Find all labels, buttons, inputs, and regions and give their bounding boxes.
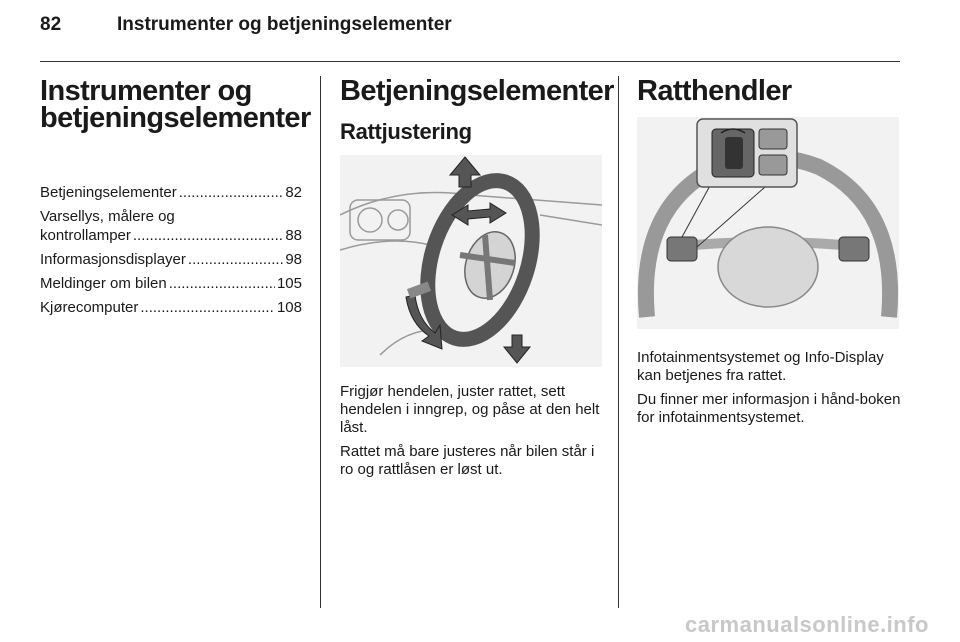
toc-entry-page: 88 xyxy=(285,227,302,244)
toc-entry[interactable] xyxy=(40,274,302,293)
steering-controls-column xyxy=(637,74,905,433)
toc-entry[interactable] xyxy=(40,250,302,269)
page-number: 82 xyxy=(40,14,62,35)
toc-entry-label: Meldinger om bilen xyxy=(40,275,167,292)
toc-entry[interactable] xyxy=(40,183,302,202)
toc-entry-label: kontrollamper xyxy=(40,227,131,244)
section-heading: Ratthendler xyxy=(637,75,792,107)
toc-entry-page: 108 xyxy=(276,299,302,316)
toc-entry[interactable] xyxy=(40,207,302,245)
header-divider xyxy=(40,61,900,62)
toc-leader-dots xyxy=(133,226,283,245)
toc-entry-page: 98 xyxy=(285,251,302,268)
paragraph: Du finner mer informasjon i hånd-boken for infotainmentsystemet. xyxy=(637,391,901,426)
toc-entry-label-line-1: Varsellys, målere og xyxy=(40,208,175,225)
toc-entry-page: 82 xyxy=(285,184,302,201)
chapter-title-line-2: betjeningselementer xyxy=(40,102,311,134)
column-divider-1 xyxy=(320,76,321,608)
controls-zoom-inset xyxy=(697,119,797,187)
chapter-title xyxy=(40,75,311,134)
table-of-contents xyxy=(40,183,302,317)
toc-leader-dots xyxy=(179,183,284,202)
toc-leader-dots xyxy=(169,274,275,293)
paragraph: Infotainmentsystemet og Info-Display kan betjenes fra rattet. xyxy=(637,349,884,384)
column-divider-2 xyxy=(618,76,619,608)
paragraph: Frigjør hendelen, juster rattet, sett hendelen i inngrep, og påse at den helt låst. xyxy=(340,383,600,436)
subsection-heading: Rattjustering xyxy=(340,119,472,144)
chapter-contents-column xyxy=(40,74,311,322)
toc-entry[interactable] xyxy=(40,298,302,317)
steering-wheel-controls-illustration xyxy=(637,117,899,329)
toc-leader-dots xyxy=(188,250,283,269)
steering-wheel-hub xyxy=(718,227,818,307)
running-header-title: Instrumenter og betjeningselementer xyxy=(117,14,452,35)
paragraph: Rattet må bare justeres når bilen står i ro og rattlåsen er løst ut. xyxy=(340,443,595,478)
toc-entry-label: Informasjonsdisplayer xyxy=(40,251,186,268)
watermark: carmanualsonline.info xyxy=(685,612,929,637)
toc-leader-dots xyxy=(140,298,275,317)
toc-entry-label: Betjeningselementer xyxy=(40,184,177,201)
chapter-title-line-1: Instrumenter og xyxy=(40,75,252,107)
section-heading: Betjeningselementer xyxy=(340,75,614,107)
steering-wheel-adjustment-illustration xyxy=(340,155,602,367)
toc-entry-page: 105 xyxy=(276,275,302,292)
toc-entry-label: Kjørecomputer xyxy=(40,299,139,316)
steering-adjustment-column xyxy=(340,74,614,485)
